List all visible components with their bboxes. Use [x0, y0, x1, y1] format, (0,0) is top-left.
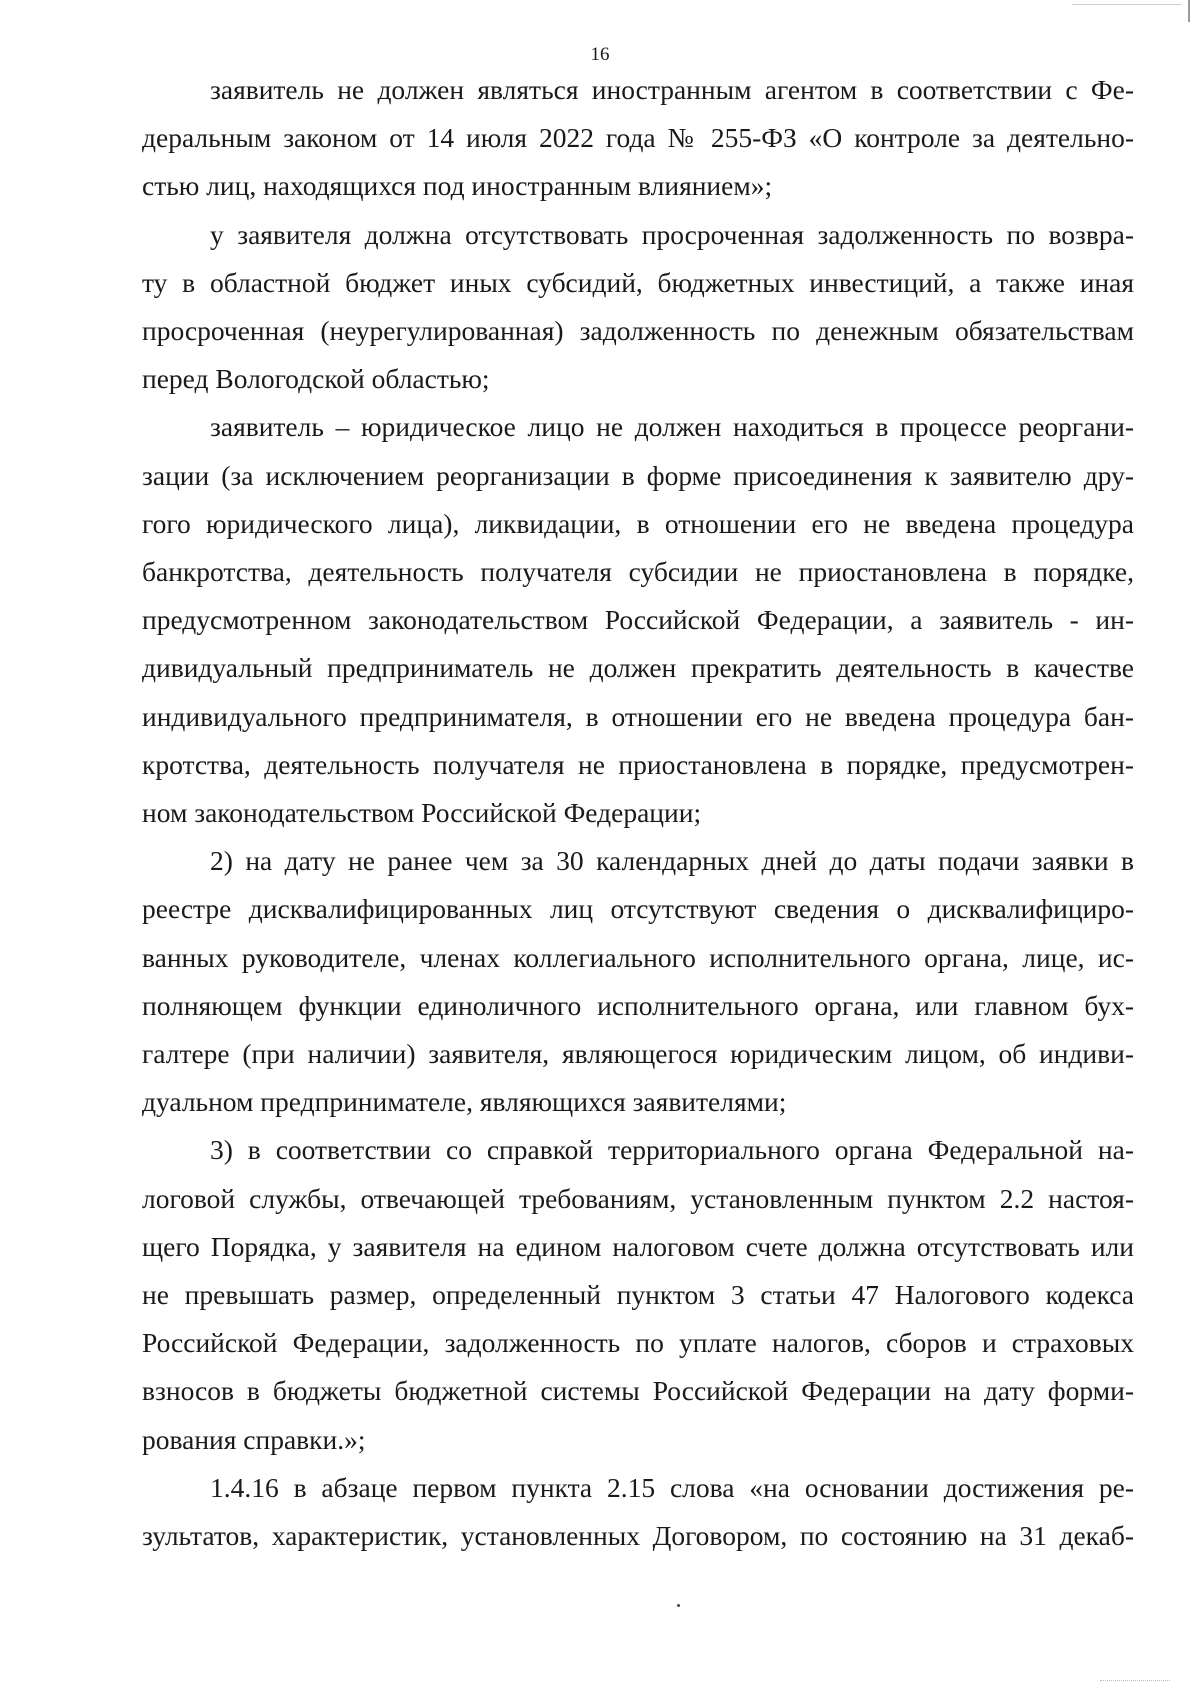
text-line: рования справки.»;	[142, 1423, 366, 1455]
text-line: галтере (при наличии) заявителя, являющегося юридическим лицом, об индиви-	[142, 1038, 1134, 1070]
text-line: гого юридического лица), ликвидации, в отношении его не введена процедура	[142, 507, 1134, 539]
text-line: заявитель – юридическое лицо не должен находиться в процессе реоргани-	[210, 411, 1134, 443]
text-line: не превышать размер, определенный пунктом 3 статьи 47 Налогового кодекса	[142, 1279, 1134, 1311]
text-line: зации (за исключением реорганизации в форме присоединения к заявителю дру-	[142, 459, 1134, 491]
text-line: банкротства, деятельность получателя субсидии не приостановлена в порядке,	[142, 556, 1134, 588]
text-line: взносов в бюджеты бюджетной системы Российской Федерации на дату форми-	[142, 1375, 1134, 1407]
scan-dot	[677, 1604, 680, 1607]
text-line: Российской Федерации, задолженность по уплате налогов, сборов и страховых	[142, 1327, 1134, 1359]
text-line: предусмотренном законодательством Российской Федерации, а заявитель - ин-	[142, 604, 1134, 636]
text-line: дивидуальный предприниматель не должен прекратить деятельность в качестве	[142, 652, 1134, 684]
text-line: стью лиц, находящихся под иностранным влиянием»;	[142, 170, 773, 202]
text-line: логовой службы, отвечающей требованиям, установленным пунктом 2.2 настоя-	[142, 1182, 1134, 1214]
text-line: 3) в соответствии со справкой территориального органа Федеральной на-	[210, 1134, 1134, 1166]
text-line: 2) на дату не ранее чем за 30 календарных дней до даты подачи заявки в	[210, 845, 1134, 877]
paragraph	[142, 837, 1134, 1126]
paragraph	[142, 403, 1134, 837]
text-line: зультатов, характеристик, установленных Договором, по состоянию на 31 декаб-	[142, 1520, 1134, 1552]
scan-edge-mark-bottom	[1100, 1680, 1170, 1687]
text-line: просроченная (неурегулированная) задолженность по денежным обязательствам	[142, 315, 1134, 347]
paragraph	[142, 1464, 1134, 1560]
text-line: деральным законом от 14 июля 2022 года № 255-ФЗ «О контроле за деятельно-	[142, 122, 1134, 154]
paragraph	[142, 66, 1134, 211]
text-line: дуальном предпринимателе, являющихся заявителями;	[142, 1086, 787, 1118]
text-line: реестре дисквалифицированных лиц отсутствуют сведения о дисквалифициро-	[142, 893, 1134, 925]
text-line: заявитель не должен являться иностранным агентом в соответствии с Фе-	[210, 74, 1134, 105]
text-line: ту в областной бюджет иных субсидий, бюджетных инвестиций, а также иная	[142, 266, 1134, 298]
document-body	[142, 66, 1134, 1560]
scan-edge-mark-top	[1072, 0, 1182, 5]
page-number: 16	[590, 44, 610, 65]
text-line: перед Вологодской областью;	[142, 363, 490, 395]
text-line: индивидуального предпринимателя, в отношении его не введена процедура бан-	[142, 700, 1134, 732]
paragraph	[142, 211, 1134, 404]
text-line: ном законодательством Российской Федерации;	[142, 797, 702, 829]
scan-edge-tick	[1188, 0, 1190, 22]
text-line: ванных руководителе, членах коллегиального исполнительного органа, лице, ис-	[142, 941, 1134, 973]
text-line: полняющем функции единоличного исполнительного органа, или главном бух-	[142, 989, 1134, 1021]
text-line: у заявителя должна отсутствовать просроченная задолженность по возвра-	[210, 218, 1134, 250]
text-line: кротства, деятельность получателя не приостановлена в порядке, предусмотрен-	[142, 748, 1134, 780]
paragraph	[142, 1126, 1134, 1463]
text-line: 1.4.16 в абзаце первом пункта 2.15 слова «на основании достижения ре-	[210, 1471, 1134, 1503]
text-line: щего Порядка, у заявителя на едином налоговом счете должна отсутствовать или	[142, 1230, 1134, 1262]
